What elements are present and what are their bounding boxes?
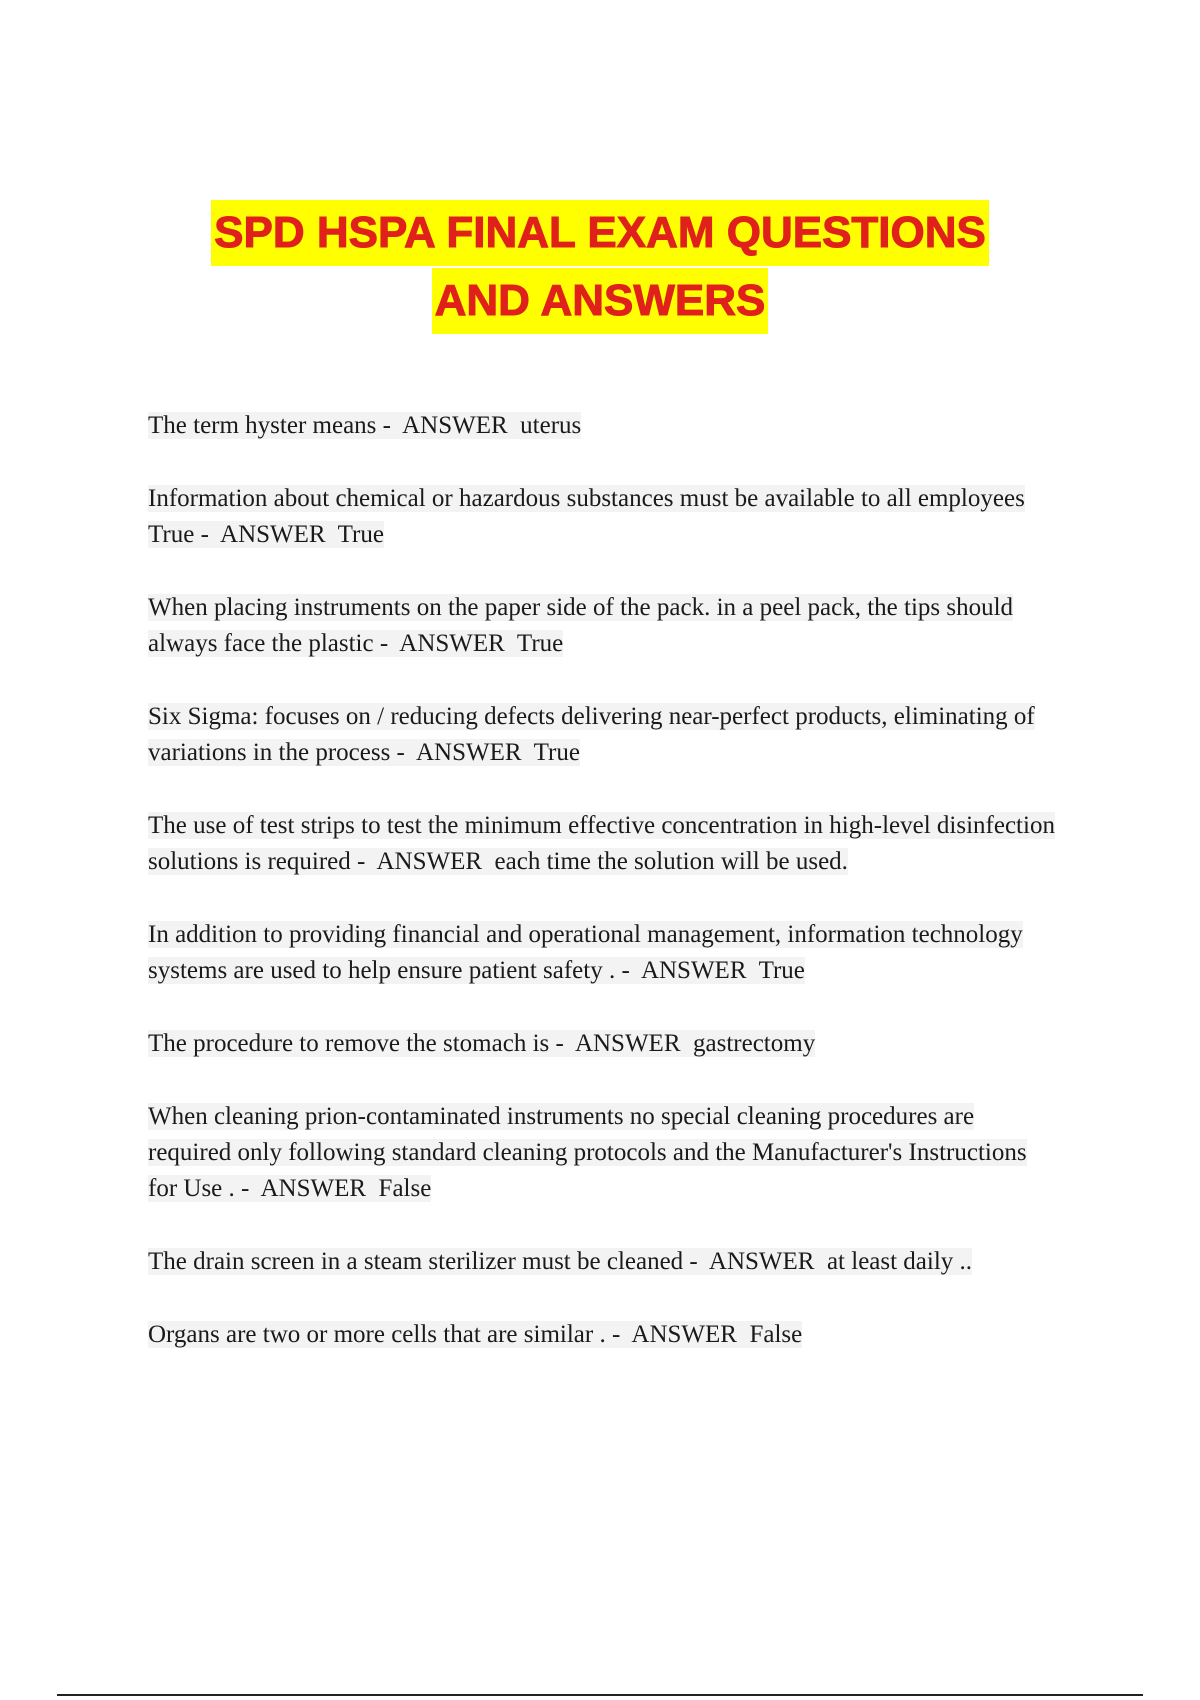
question-text: Organs are two or more cells that are similar . - [148, 1321, 621, 1348]
answer-text: False [749, 1321, 803, 1348]
answer-marker: ANSWER [416, 739, 522, 766]
answer-marker: ANSWER [220, 521, 326, 548]
qa-list [148, 408, 1058, 1390]
qa-item [148, 481, 1058, 553]
qa-item [148, 808, 1058, 880]
question-text: In addition to providing financial and operational management, information technology systems are used to help ensure patient safety . - [148, 921, 1023, 984]
document-title [0, 200, 1200, 336]
answer-marker: ANSWER [376, 848, 483, 875]
footer-rule [57, 1694, 1143, 1696]
qa-item [148, 1099, 1058, 1207]
qa-item [148, 408, 1058, 444]
answer-marker: ANSWER [631, 1321, 737, 1348]
answer-text: uterus [520, 412, 582, 439]
answer-text: True [533, 739, 580, 766]
answer-text: True [516, 630, 564, 657]
answer-marker: ANSWER [260, 1175, 367, 1202]
question-text: Information about chemical or hazardous substances must be available to all employees True - [148, 485, 1025, 548]
question-text: The term hyster means - [148, 412, 391, 439]
qa-item [148, 1244, 1058, 1280]
answer-marker: ANSWER [399, 630, 505, 657]
question-text: When placing instruments on the paper side of the pack. in a peel pack, the tips should always face the plastic - [148, 594, 1014, 657]
answer-marker: ANSWER [640, 957, 747, 984]
question-text: The use of test strips to test the minimum effective concentration in high-level disinfection solutions is required - [148, 812, 1055, 875]
answer-marker: ANSWER [402, 412, 508, 439]
answer-text: False [378, 1175, 432, 1202]
answer-marker: ANSWER [708, 1248, 815, 1275]
qa-item [148, 699, 1058, 771]
qa-item [148, 590, 1058, 662]
question-text: The drain screen in a steam sterilizer must be cleaned - [148, 1248, 698, 1275]
title-line-1: SPD HSPA FINAL EXAM QUESTIONS [211, 200, 989, 266]
title-line-2: AND ANSWERS [432, 268, 769, 334]
qa-item [148, 917, 1058, 989]
question-text: When cleaning prion-contaminated instruments no special cleaning procedures are required only following standard cleaning protocols and the Manufacturer's Instructions for Use . - [148, 1103, 1027, 1202]
answer-text: True [337, 521, 384, 548]
question-text: The procedure to remove the stomach is - [148, 1030, 564, 1057]
answer-text: True [758, 957, 805, 984]
question-text: Six Sigma: focuses on / reducing defects delivering near-perfect products, eliminating of variations in the process - [148, 703, 1035, 766]
qa-item [148, 1317, 1058, 1353]
qa-item [148, 1026, 1058, 1062]
answer-text: each time the solution will be used. [494, 848, 848, 875]
answer-text: gastrectomy [693, 1030, 816, 1057]
answer-marker: ANSWER [574, 1030, 681, 1057]
answer-text: at least daily .. [826, 1248, 973, 1275]
